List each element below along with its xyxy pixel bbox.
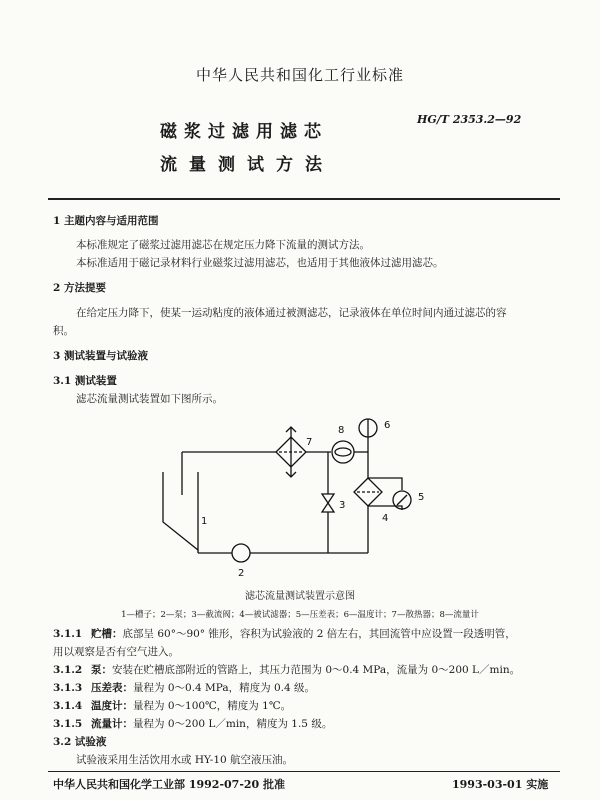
section-3-2-text: 试验液采用生活饮用水或 HY-10 航空液压油。 xyxy=(76,754,294,766)
title-line-2: 流量测试方法 xyxy=(160,155,334,175)
item-text: 底部呈 60°～90° 锥形，容积为试验液的 2 倍左右，其回流管中应设置一段透明管， xyxy=(122,628,516,640)
section-1-para-2: 本标准适用于磁记录材料行业磁浆过滤用滤芯，也适用于其他液体过滤用滤芯。 xyxy=(76,257,444,269)
diagram-label-4: 4 xyxy=(382,513,389,524)
diagram-label-5: 5 xyxy=(418,492,425,503)
item-3-1-3 xyxy=(53,680,315,695)
diagram-label-1: 1 xyxy=(201,516,208,527)
section-2-para-line-1: 在给定压力降下，使某一运动粘度的液体通过被测滤芯，记录液体在单位时间内通过滤芯的容 xyxy=(76,307,507,319)
item-number: 3.1.4 xyxy=(53,700,83,712)
figure-legend: 1—槽子；2—泵；3—截流阀；4—被试滤器；5—压差表；6—温度计；7—散热器；8—流量计 xyxy=(121,610,479,620)
item-label: 泵： xyxy=(91,664,112,676)
section-3-1-heading: 3.1 测试装置 xyxy=(53,375,117,387)
item-number: 3.1.5 xyxy=(53,718,83,730)
item-3-1-2 xyxy=(53,662,520,677)
item-3-1-1 xyxy=(53,626,516,641)
item-label: 贮槽： xyxy=(91,628,123,640)
item-3-1-1-cont: 用以观察是否有空气进入。 xyxy=(53,646,179,658)
section-2-heading: 2 方法提要 xyxy=(53,282,106,294)
item-label: 温度计： xyxy=(91,700,133,712)
item-number: 3.1.3 xyxy=(53,682,83,694)
title-line-1: 磁浆过滤用滤芯 xyxy=(160,122,328,142)
diagram-label-2: 2 xyxy=(238,568,245,579)
figure-caption: 滤芯流量测试装置示意图 xyxy=(245,591,355,602)
item-text: 量程为 0～200 L／min，精度为 1.5 级。 xyxy=(133,718,333,730)
section-1-heading: 1 主题内容与适用范围 xyxy=(53,215,159,227)
footer-rule xyxy=(48,771,560,772)
diagram-label-8: 8 xyxy=(338,425,345,436)
item-label: 流量计： xyxy=(91,718,133,730)
item-label: 压差表： xyxy=(91,682,133,694)
implementation-date: 1993-03-01 实施 xyxy=(452,778,549,791)
item-number: 3.1.2 xyxy=(53,664,83,676)
section-3-1-para: 滤芯流量测试装置如下图所示。 xyxy=(76,393,223,405)
diagram-label-6: 6 xyxy=(384,420,391,431)
approval-line: 中华人民共和国化学工业部 1992-07-20 批准 xyxy=(53,778,286,791)
standard-body: 中华人民共和国化工行业标准 xyxy=(195,66,404,84)
item-3-1-5 xyxy=(53,716,332,731)
diagram-label-7: 7 xyxy=(306,437,313,448)
section-3-heading: 3 测试装置与试验液 xyxy=(53,350,148,362)
item-3-1-4 xyxy=(53,698,291,713)
item-number: 3.1.1 xyxy=(53,628,83,640)
diagram-label-3: 3 xyxy=(339,500,346,511)
item-text: 量程为 0～100℃，精度为 1℃。 xyxy=(133,700,292,712)
item-text: 量程为 0～0.4 MPa，精度为 0.4 级。 xyxy=(133,682,316,694)
section-3-2-heading: 3.2 试验液 xyxy=(53,736,107,748)
section-2-para-line-2: 积。 xyxy=(53,325,74,337)
section-1-para-1: 本标准规定了磁浆过滤用滤芯在规定压力降下流量的测试方法。 xyxy=(76,239,370,251)
item-text: 安装在贮槽底部附近的管路上，其压力范围为 0～0.4 MPa，流量为 0～200 L／min。 xyxy=(112,664,521,676)
standard-number: HG/T 2353.2—92 xyxy=(417,113,522,126)
